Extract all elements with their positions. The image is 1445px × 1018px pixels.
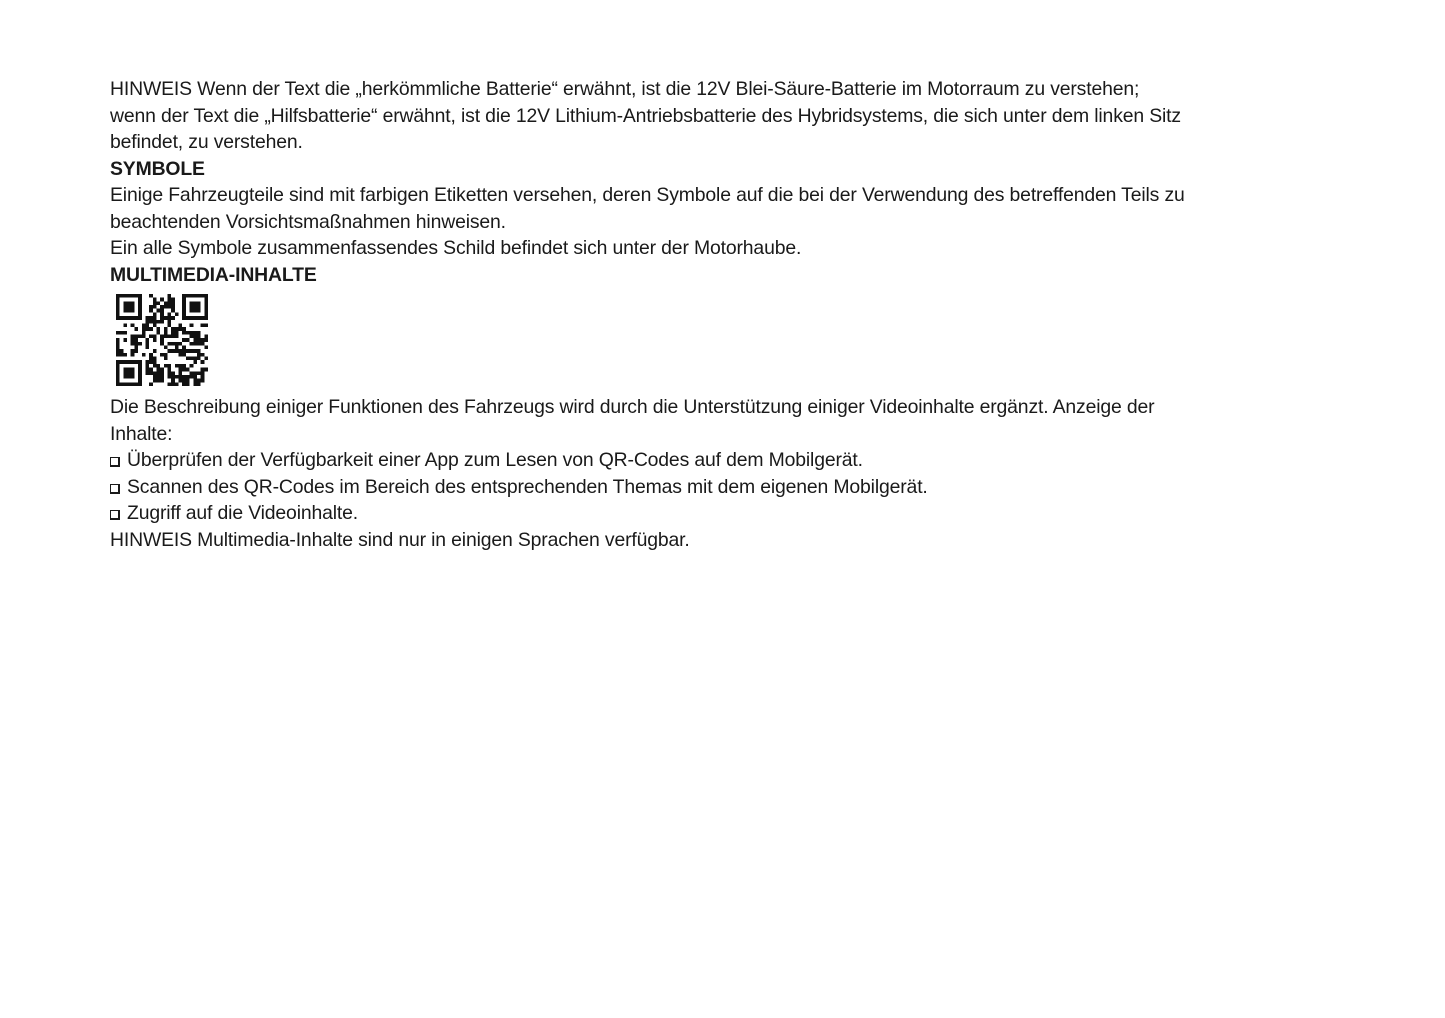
paragraph-line: Ein alle Symbole zusammenfassendes Schild befindet sich unter der Motorhaube. — [110, 237, 802, 259]
note-line: wenn der Text die „Hilfsbatterie“ erwähnt, ist die 12V Lithium-Antriebsbatterie des Hybridsystems, die sich unter dem linken Sitz — [110, 104, 1181, 127]
step-item — [110, 500, 1350, 527]
section-heading-symbole: SYMBOLE — [110, 157, 205, 180]
step-text: Zugriff auf die Videoinhalte. — [127, 502, 359, 524]
paragraph-line: Einige Fahrzeugteile sind mit farbigen Etiketten versehen, deren Symbole auf die bei der Verwendung des betreffenden Teils zu — [110, 184, 1185, 206]
step-text: Scannen des QR-Codes im Bereich des entsprechenden Themas mit dem eigenen Mobilgerät. — [127, 475, 928, 498]
note-line: HINWEIS Multimedia-Inhalte sind nur in einigen Sprachen verfügbar. — [110, 528, 690, 551]
document-body — [110, 76, 1350, 553]
section-heading-multimedia: MULTIMEDIA-INHALTE — [110, 263, 317, 286]
step-item — [110, 447, 1350, 474]
paragraph-line: beachtenden Vorsichtsmaßnahmen hinweisen. — [110, 210, 506, 233]
qr-code-icon — [116, 294, 208, 386]
note-line: HINWEIS Wenn der Text die „herkömmliche Batterie“ erwähnt, ist die 12V Blei-Säure-Batterie im Motorraum zu verstehen; — [110, 78, 1140, 100]
step-text: Überprüfen der Verfügbarkeit einer App zum Lesen von QR-Codes auf dem Mobilgerät. — [127, 449, 863, 471]
paragraph-line: Inhalte: — [110, 422, 173, 445]
checkbox-bullet-icon — [110, 484, 120, 494]
checkbox-bullet-icon — [110, 457, 120, 467]
checkbox-bullet-icon — [110, 510, 120, 520]
note-line: befindet, zu verstehen. — [110, 131, 303, 153]
step-item — [110, 474, 1350, 501]
paragraph-line: Die Beschreibung einiger Funktionen des Fahrzeugs wird durch die Unterstützung einiger Videoinhalte ergänzt. Anzeige der — [110, 396, 1155, 418]
